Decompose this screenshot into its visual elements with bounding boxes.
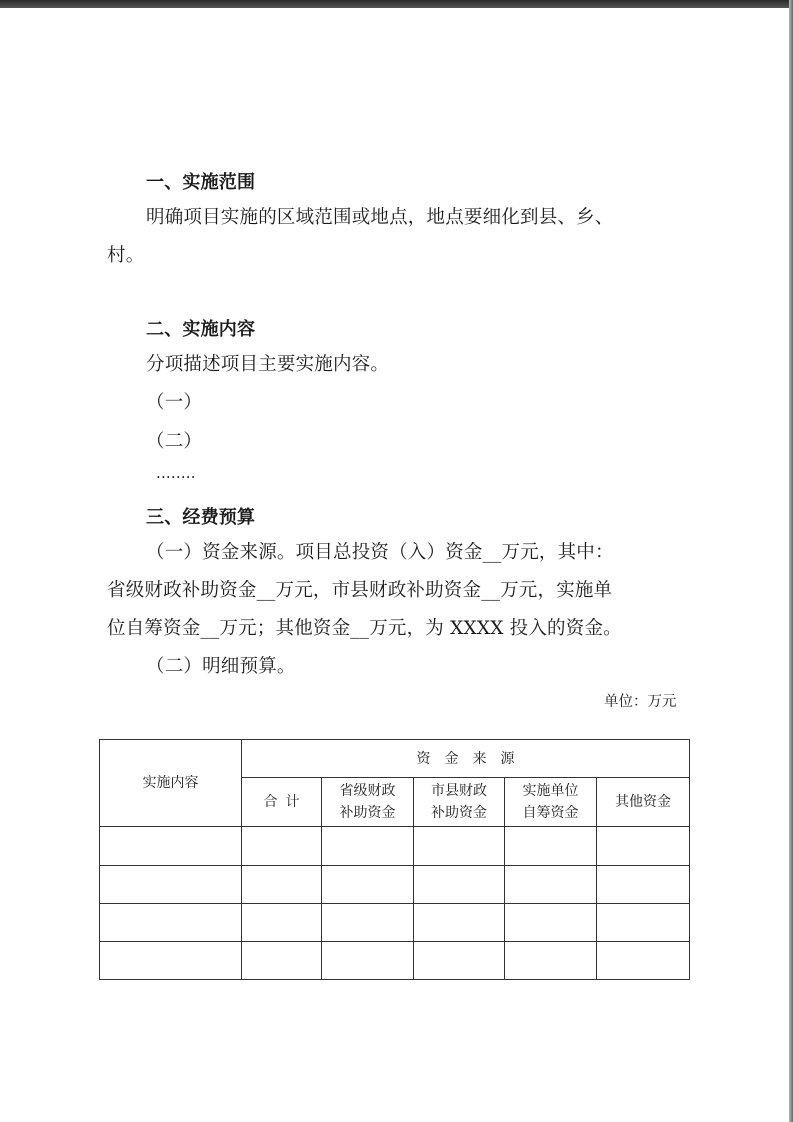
table-row — [100, 903, 690, 941]
table-cell — [597, 827, 690, 865]
section1-heading: 一、实施范围 — [146, 172, 256, 193]
table-row — [100, 827, 690, 865]
header-city-line2: 补助资金 — [431, 805, 487, 822]
section3-heading: 三、经费预算 — [146, 507, 256, 528]
table-cell — [505, 827, 597, 865]
header-provincial-line2: 补助资金 — [339, 805, 396, 822]
section1-line2: 村。 — [107, 245, 145, 266]
section3-line4: （二）明细预算。 — [146, 656, 296, 677]
table-cell — [242, 941, 322, 979]
section3-line3: 位自筹资金__万元；其他资金__万元，为 XXXX 投入的资金。 — [107, 618, 622, 639]
table-cell — [505, 903, 597, 941]
table-row — [100, 865, 690, 903]
table-cell — [505, 941, 597, 979]
header-self-line1: 实施单位 — [522, 783, 579, 800]
table-cell — [242, 827, 322, 865]
table-cell — [322, 865, 414, 903]
table-cell — [597, 903, 690, 941]
table-cell — [242, 865, 322, 903]
table-cell — [322, 827, 414, 865]
table-cell — [505, 865, 597, 903]
section3-line2: 省级财政补助资金__万元，市县财政补助资金__万元，实施单 — [107, 580, 613, 601]
header-total: 合计 — [242, 778, 322, 827]
header-city-subsidy — [414, 778, 505, 827]
section2-intro: 分项描述项目主要实施内容。 — [146, 354, 390, 375]
table-cell — [597, 941, 690, 979]
header-self-raised — [505, 778, 597, 827]
budget-table — [99, 739, 690, 980]
table-cell — [597, 865, 690, 903]
header-self-line2: 自筹资金 — [522, 805, 579, 822]
unit-label: 单位：万元 — [604, 694, 677, 710]
header-content: 实施内容 — [100, 740, 242, 827]
header-provincial-line1: 省级财政 — [339, 783, 396, 800]
table-cell — [100, 941, 242, 979]
scan-edge-right — [789, 0, 793, 1122]
table-cell — [100, 903, 242, 941]
header-city-line1: 市县财政 — [431, 783, 487, 800]
table-row — [100, 941, 690, 979]
table-cell — [414, 865, 505, 903]
table-cell — [322, 941, 414, 979]
table-cell — [100, 827, 242, 865]
section2-ellipsis: ........ — [156, 464, 196, 482]
table-cell — [414, 941, 505, 979]
section2-item1: （一） — [146, 392, 203, 413]
section2-item2: （二） — [146, 431, 203, 452]
table-cell — [322, 903, 414, 941]
header-provincial-subsidy — [322, 778, 414, 827]
header-other: 其他资金 — [597, 778, 690, 827]
section2-heading: 二、实施内容 — [146, 319, 256, 340]
table-cell — [414, 903, 505, 941]
header-funding-source: 资金来源 — [242, 740, 690, 778]
section3-line1: （一）资金来源。项目总投资（入）资金__万元，其中： — [146, 542, 614, 563]
table-cell — [242, 903, 322, 941]
scan-edge-top — [0, 0, 793, 8]
section1-line1: 明确项目实施的区域范围或地点，地点要细化到县、乡、 — [146, 207, 614, 228]
table-cell — [414, 827, 505, 865]
table-cell — [100, 865, 242, 903]
